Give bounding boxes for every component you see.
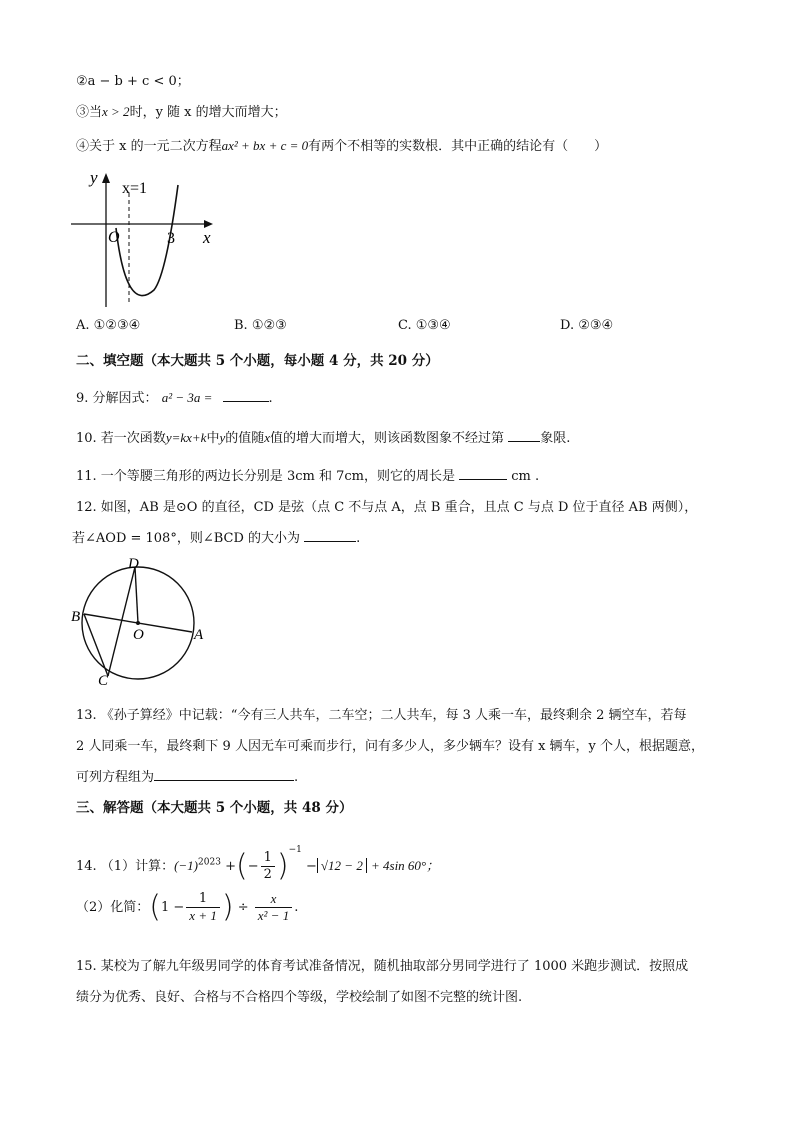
label-d: D [128,556,139,572]
label-b: B [71,609,81,625]
origin-label: O [108,229,120,246]
option-d: D. ②③④ [560,318,614,333]
section2-title: 二、填空题（本大题共 5 个小题，每小题 4 分，共 20 分） [76,353,439,369]
q13-line2: 2 人同乘一车，最终剩下 9 人因无车可乘而步行，问有多少人，多少辆车？设有 x 辆车，y 个人，根据题意， [76,739,705,754]
q11: 11. 一个等腰三角形的两边长分别是 3cm 和 7cm，则它的周长是 cm . [76,469,540,484]
q12-blank [304,529,356,542]
segment-od [135,567,138,623]
option-b: B. ①②③ [234,318,287,333]
symmetry-label: x=1 [122,180,148,197]
label-o: O [133,627,144,643]
y-label: y [90,168,98,187]
q10-blank [508,429,540,442]
statement-4: ④关于 x 的一元二次方程ax² + bx + c = 0有两个不相等的实数根．其中正确的结论有（ ） [76,138,608,154]
statement-2: ②a − b + c < 0； [76,74,190,89]
q9-blank [223,389,269,402]
circle-figure [66,555,216,690]
option-c: C. ①③④ [398,318,451,333]
q9: 9. 分解因式： a² − 3a = . [76,390,273,406]
x-axis-arrow [204,220,213,228]
label-c: C [98,673,109,689]
option-a: A. ①②③④ [76,318,141,333]
y-axis-arrow [102,173,110,183]
q13-line3: 可列方程组为 . [76,770,299,785]
q14-part2: （2）化简：(1 − $\frac{1}{x + 1}$ ) ÷ $\frac{x}{\text{x² − 1}}$ . [76,889,299,925]
x-label: x [203,228,211,247]
q10: 10. 若一次函数y=kx+k中y的值随x值的增大而增大，则该函数图象不经过第 象限. [76,430,571,446]
section3-title: 三、解答题（本大题共 5 个小题，共 48 分） [76,800,353,816]
q12-line2: 若∠AOD = 108°，则∠BCD 的大小为 . [72,531,361,546]
q15-line1: 15. 某校为了解九年级男同学的体育考试准备情况，随机抽取部分男同学进行了 1000 米跑步测试．按照成 [76,959,689,974]
q15-line2: 绩分为优秀、良好、合格与不合格四个等级，学校绘制了如图不完整的统计图. [76,990,523,1005]
statement-3: ③当x > 2时，y 随 x 的增大而增大； [76,104,287,120]
center-point [136,621,140,625]
label-a: A [194,627,204,643]
q13-blank [154,768,294,781]
parabola-graph [66,165,226,310]
root-label: 3 [167,230,175,247]
q13-line1: 13. 《孙子算经》中记载：“今有三人共车，二车空；二人共车，每 3 人乘一车，最终剩余 2 辆空车，若每 [76,708,687,723]
segment-bc [84,614,108,676]
q14-part1: 14. （1）计算：$(-1)^{2023}$ +(− $\frac{1}{2}$ )$^{-1}$ − √12 − 2 + 4sin 60°； [76,845,440,884]
q11-blank [459,467,507,480]
q12-line1: 12. 如图，AB 是⊙O 的直径，CD 是弦（点 C 不与点 A，点 B 重合，且点 C 与点 D 位于直径 AB 两侧）， [76,500,698,515]
